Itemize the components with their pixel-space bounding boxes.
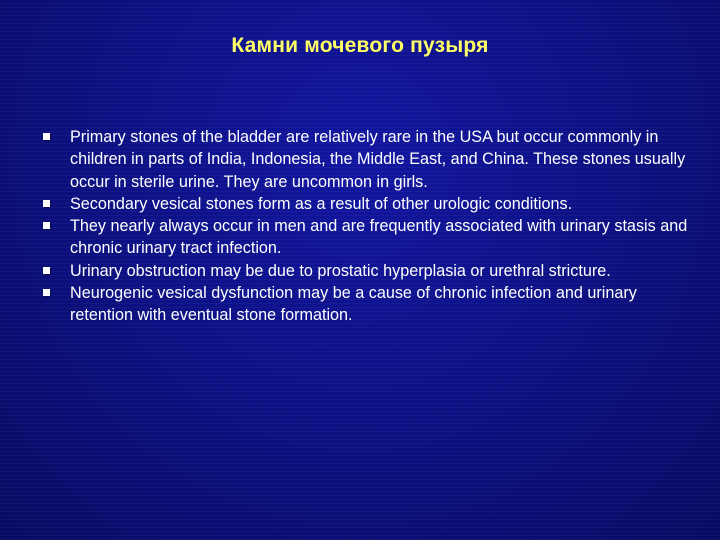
- bullet-text: Secondary vesical stones form as a result of other urologic conditions.: [70, 194, 573, 213]
- bullet-text: Neurogenic vesical dysfunction may be a cause of chronic infection and urinary retention with eventual stone formation.: [70, 284, 637, 325]
- square-bullet-icon: [43, 267, 50, 274]
- slide-title: Камни мочевого пузыря: [231, 34, 489, 57]
- bullet-text: Urinary obstruction may be due to prostatic hyperplasia or urethral stricture.: [70, 261, 611, 280]
- bullet-item-occurrence-in-men: [40, 215, 690, 260]
- square-bullet-icon: [43, 222, 50, 229]
- bullet-list: [40, 126, 690, 327]
- bullet-item-secondary-stones: [40, 193, 690, 215]
- bullet-text: They nearly always occur in men and are frequently associated with urinary stasis and chronic urinary tract infection.: [70, 217, 688, 258]
- bullet-item-neurogenic-dysfunction: [40, 282, 690, 327]
- bullet-item-urinary-obstruction: [40, 260, 690, 282]
- square-bullet-icon: [43, 289, 50, 296]
- slide-content: [40, 126, 690, 327]
- bullet-text: Primary stones of the bladder are relatively rare in the USA but occur commonly in children in parts of India, Indonesia, the Middle East, and China. These stones usually occur in sterile urine. They are uncommon in girls.: [70, 128, 686, 191]
- bullet-item-primary-stones: [40, 126, 690, 193]
- square-bullet-icon: [43, 133, 50, 140]
- square-bullet-icon: [43, 200, 50, 207]
